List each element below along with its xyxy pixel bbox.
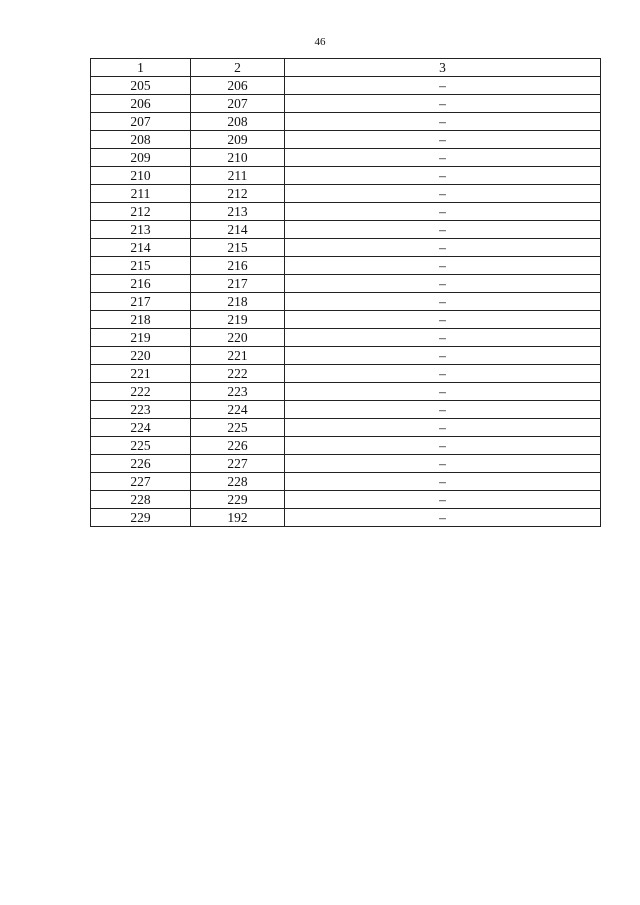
column-header-2: 2	[191, 59, 285, 77]
table-row	[91, 311, 601, 329]
table-cell-col-1: 212	[91, 203, 191, 221]
table-cell-col-3: –	[285, 221, 601, 239]
table-cell-col-3: –	[285, 419, 601, 437]
table-cell-col-1: 208	[91, 131, 191, 149]
table-row	[91, 149, 601, 167]
table-cell-col-2: 220	[191, 329, 285, 347]
table-row	[91, 203, 601, 221]
table-cell-col-3: –	[285, 437, 601, 455]
header-row	[91, 59, 601, 77]
table-row	[91, 347, 601, 365]
table-cell-col-2: 219	[191, 311, 285, 329]
table-cell-col-1: 205	[91, 77, 191, 95]
table-cell-col-2: 213	[191, 203, 285, 221]
table-cell-col-1: 229	[91, 509, 191, 527]
table-row	[91, 185, 601, 203]
table-cell-col-1: 220	[91, 347, 191, 365]
table-cell-col-2: 207	[191, 95, 285, 113]
table-row	[91, 221, 601, 239]
table-cell-col-1: 209	[91, 149, 191, 167]
table-cell-col-3: –	[285, 113, 601, 131]
table-cell-col-3: –	[285, 491, 601, 509]
table-cell-col-3: –	[285, 347, 601, 365]
table-cell-col-2: 212	[191, 185, 285, 203]
table-cell-col-3: –	[285, 167, 601, 185]
table-cell-col-1: 226	[91, 455, 191, 473]
table-row	[91, 509, 601, 527]
table-cell-col-3: –	[285, 203, 601, 221]
table-row	[91, 419, 601, 437]
table-cell-col-1: 214	[91, 239, 191, 257]
table-cell-col-2: 214	[191, 221, 285, 239]
table-cell-col-3: –	[285, 311, 601, 329]
table-cell-col-2: 210	[191, 149, 285, 167]
table-row	[91, 131, 601, 149]
table-row	[91, 77, 601, 95]
table-cell-col-2: 218	[191, 293, 285, 311]
table-cell-col-1: 222	[91, 383, 191, 401]
table-cell-col-3: –	[285, 473, 601, 491]
table-cell-col-3: –	[285, 293, 601, 311]
table-row	[91, 275, 601, 293]
data-table	[90, 58, 601, 527]
table-cell-col-2: 217	[191, 275, 285, 293]
table-row	[91, 113, 601, 131]
table-row	[91, 437, 601, 455]
table-cell-col-2: 229	[191, 491, 285, 509]
table-row	[91, 383, 601, 401]
table-cell-col-3: –	[285, 365, 601, 383]
table-cell-col-3: –	[285, 275, 601, 293]
table-cell-col-2: 224	[191, 401, 285, 419]
table-cell-col-2: 226	[191, 437, 285, 455]
table-row	[91, 167, 601, 185]
table-cell-col-3: –	[285, 455, 601, 473]
table-cell-col-1: 227	[91, 473, 191, 491]
table-cell-col-1: 228	[91, 491, 191, 509]
table-cell-col-3: –	[285, 185, 601, 203]
table-cell-col-1: 210	[91, 167, 191, 185]
table-row	[91, 95, 601, 113]
table-cell-col-1: 223	[91, 401, 191, 419]
table-cell-col-1: 221	[91, 365, 191, 383]
table-cell-col-1: 211	[91, 185, 191, 203]
table-body	[91, 77, 601, 527]
table-header	[91, 59, 601, 77]
table-row	[91, 455, 601, 473]
table-row	[91, 473, 601, 491]
table-cell-col-3: –	[285, 401, 601, 419]
table-cell-col-1: 215	[91, 257, 191, 275]
table-row	[91, 329, 601, 347]
table-cell-col-2: 206	[191, 77, 285, 95]
table-cell-col-1: 213	[91, 221, 191, 239]
table-row	[91, 401, 601, 419]
table-cell-col-2: 215	[191, 239, 285, 257]
page-number: 46	[314, 36, 326, 48]
table-cell-col-3: –	[285, 509, 601, 527]
table-row	[91, 293, 601, 311]
table-cell-col-1: 218	[91, 311, 191, 329]
column-header-3: 3	[285, 59, 601, 77]
table-row	[91, 239, 601, 257]
table-cell-col-2: 209	[191, 131, 285, 149]
table-cell-col-3: –	[285, 77, 601, 95]
table-row	[91, 365, 601, 383]
table-cell-col-2: 192	[191, 509, 285, 527]
table-cell-col-2: 223	[191, 383, 285, 401]
table-cell-col-2: 221	[191, 347, 285, 365]
table-cell-col-2: 222	[191, 365, 285, 383]
table-cell-col-1: 224	[91, 419, 191, 437]
column-header-1: 1	[91, 59, 191, 77]
table-cell-col-2: 225	[191, 419, 285, 437]
table-cell-col-2: 216	[191, 257, 285, 275]
table-row	[91, 257, 601, 275]
table-cell-col-1: 219	[91, 329, 191, 347]
table-cell-col-2: 227	[191, 455, 285, 473]
table-cell-col-3: –	[285, 329, 601, 347]
table-cell-col-2: 211	[191, 167, 285, 185]
table-row	[91, 491, 601, 509]
table-cell-col-1: 207	[91, 113, 191, 131]
table-cell-col-1: 225	[91, 437, 191, 455]
table-cell-col-1: 216	[91, 275, 191, 293]
table-cell-col-2: 228	[191, 473, 285, 491]
table-cell-col-2: 208	[191, 113, 285, 131]
table-cell-col-3: –	[285, 131, 601, 149]
table-cell-col-3: –	[285, 149, 601, 167]
table-cell-col-1: 217	[91, 293, 191, 311]
table-cell-col-3: –	[285, 383, 601, 401]
table-cell-col-3: –	[285, 95, 601, 113]
table-cell-col-1: 206	[91, 95, 191, 113]
table-cell-col-3: –	[285, 257, 601, 275]
table-cell-col-3: –	[285, 239, 601, 257]
